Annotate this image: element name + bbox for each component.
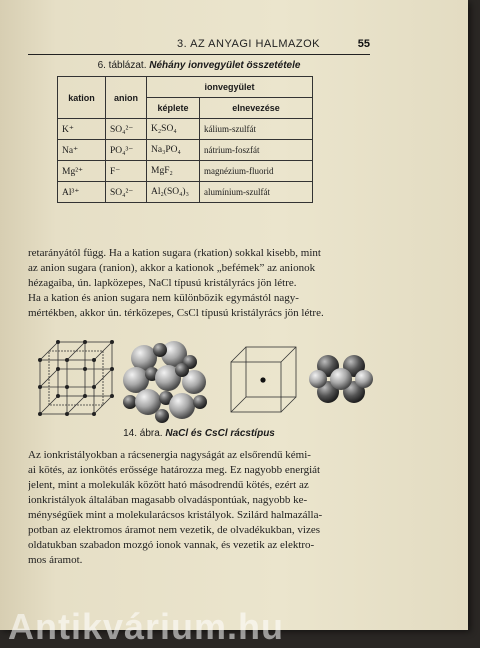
cell-name: kálium-szulfát <box>200 119 313 140</box>
cscl-center-ion <box>260 377 265 382</box>
crystal-lattice-figure <box>28 332 373 424</box>
text-line: potban az elektromos áramot nem vezetik, de olvadékukban, vizes <box>28 524 321 536</box>
cell-formula: Al₂(SO₄)₃ <box>147 182 200 203</box>
header-anion: anion <box>106 77 147 119</box>
header-kation: kation <box>58 77 106 119</box>
text-line: Ha a kation és anion sugara nem különbözik egymástól nagy- <box>28 292 299 304</box>
text-line: oldatukban szabadon mozgó ionok vannak, és vezetik az elektro- <box>28 539 315 551</box>
nacl-space-filling-model <box>123 341 207 423</box>
cell-anion: SO₄²⁻ <box>106 182 147 203</box>
table-row <box>58 119 313 140</box>
table-caption-number: 6. táblázat. <box>97 60 147 71</box>
text-line: retarányától függ. Ha a kation sugara (rkation) sokkal kisebb, mint <box>28 247 321 259</box>
page-number: 55 <box>357 38 370 50</box>
running-header <box>28 38 370 55</box>
paragraph-lattice-energy <box>28 448 368 568</box>
text-line: ménységűek mint a molekularácsos kristályok. Szilárd halmazálla- <box>28 509 323 521</box>
nacl-lattice-model <box>40 342 112 414</box>
cell-name: magnézium-fluorid <box>200 161 313 182</box>
cell-formula: K₂SO₄ <box>147 119 200 140</box>
chapter-title: 3. AZ ANYAGI HALMAZOK <box>177 38 320 50</box>
cell-formula: MgF₂ <box>147 161 200 182</box>
cscl-space-filling-model <box>309 355 373 403</box>
cell-formula: Na₃PO₄ <box>147 140 200 161</box>
text-line: hézagaiba, ún. lapközepes, NaCl típusú kristályrács jön létre. <box>28 277 297 289</box>
cell-name: nátrium-foszfát <box>200 140 313 161</box>
cell-name: alumínium-szulfát <box>200 182 313 203</box>
watermark-text: Antikvárium.hu <box>8 606 285 647</box>
text-line: ionkristályok általában magasabb olvadáspontúak, nagyobb ke- <box>28 494 308 506</box>
cell-anion: SO₄²⁻ <box>106 119 147 140</box>
header-ionvegyulet: ionvegyület <box>147 77 313 98</box>
text-line: mértékben, akkor ún. térközepes, CsCl típusú kristályrács jön létre. <box>28 307 324 319</box>
table-row <box>58 161 313 182</box>
text-line: jelent, mint a molekulák között ható másodrendű kötés, ezért az <box>28 479 309 491</box>
header-formula: képlete <box>147 98 200 119</box>
cell-anion: PO₄³⁻ <box>106 140 147 161</box>
cell-kation: K⁺ <box>58 119 106 140</box>
table-caption-title: Néhány ionvegyület összetétele <box>149 60 301 71</box>
table-caption <box>28 60 370 71</box>
cell-kation: Al³⁺ <box>58 182 106 203</box>
table-row <box>58 182 313 203</box>
header-name: elnevezése <box>200 98 313 119</box>
text-line: mos áramot. <box>28 554 83 566</box>
text-line: ai kötés, az ionkötés erőssége határozza meg. Ez nagyobb energiát <box>28 464 321 476</box>
ion-compound-table <box>57 76 313 203</box>
text-line: Az ionkristályokban a rácsenergia nagyságát az elsőrendű kémi- <box>28 449 311 461</box>
cell-anion: F⁻ <box>106 161 147 182</box>
cell-kation: Na⁺ <box>58 140 106 161</box>
figure-caption <box>28 428 370 439</box>
table-row <box>58 140 313 161</box>
paragraph-radius <box>28 246 368 321</box>
figure-caption-title: NaCl és CsCl rácstípus <box>165 428 275 439</box>
cell-kation: Mg²⁺ <box>58 161 106 182</box>
figure-caption-number: 14. ábra. <box>123 428 163 439</box>
text-line: az anion sugara (ranion), akkor a kationok „befémek” az anionok <box>28 262 316 274</box>
